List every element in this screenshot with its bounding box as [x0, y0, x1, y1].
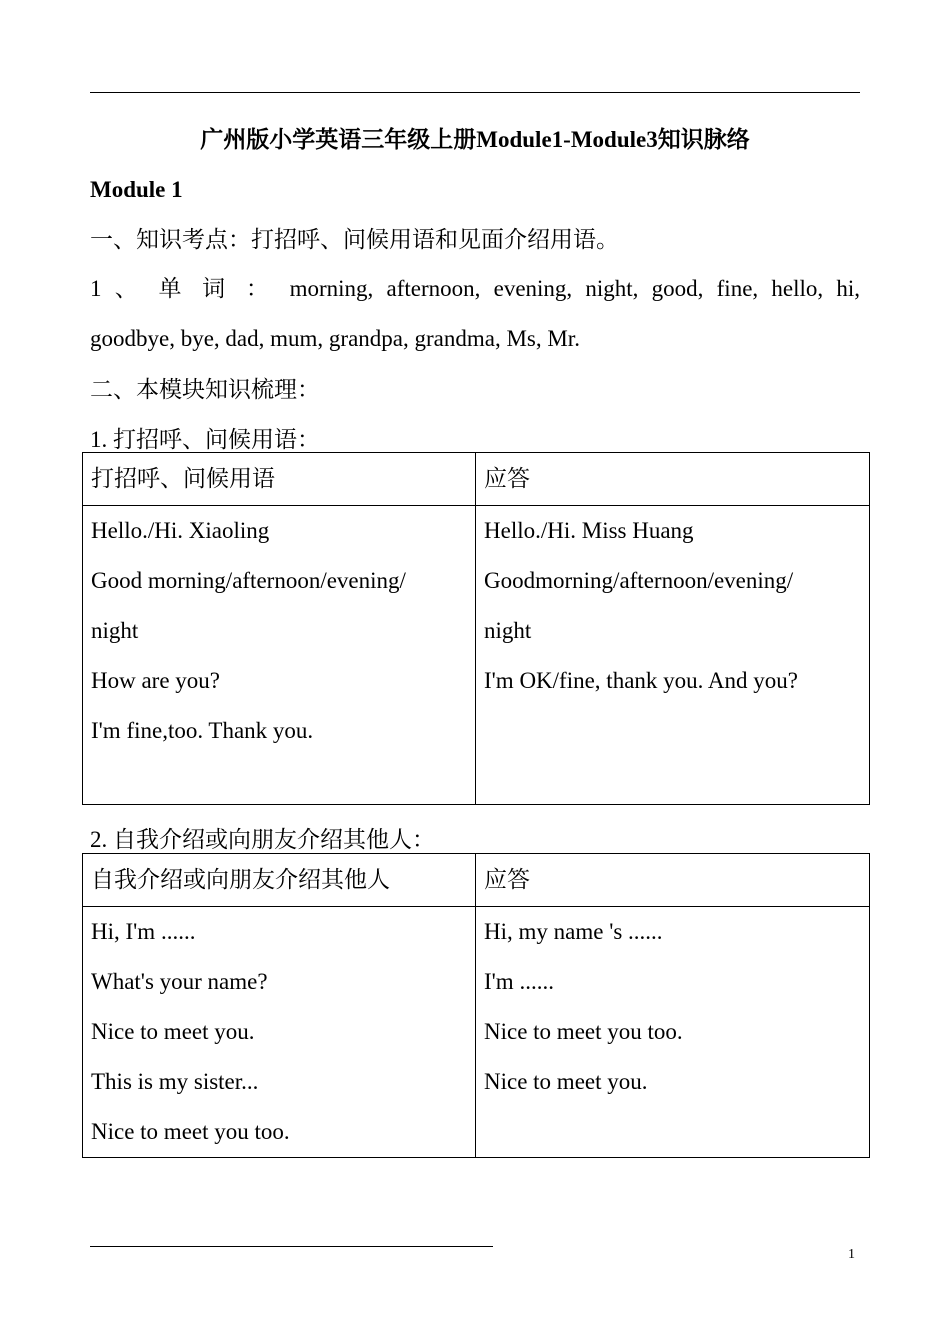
table-header-cell: 自我介绍或向朋友介绍其他人	[83, 854, 476, 907]
table-cell-right	[476, 907, 870, 1158]
table-row	[83, 907, 870, 1158]
header-rule	[90, 92, 860, 93]
footer-rule	[90, 1246, 493, 1247]
table-line: Good morning/afternoon/evening/	[91, 568, 406, 593]
table-line: Nice to meet you.	[484, 1069, 648, 1094]
table-line: Hi, I'm ......	[91, 919, 196, 944]
table-header-cell: 应答	[476, 453, 870, 506]
table-line: Nice to meet you.	[91, 1019, 255, 1044]
document-title: 广州版小学英语三年级上册Module1-Module3知识脉络	[200, 127, 750, 152]
introductions-table	[82, 853, 870, 1158]
table-line: I'm OK/fine, thank you. And you?	[484, 668, 798, 693]
table-line: Hello./Hi. Xiaoling	[91, 518, 270, 543]
table-line: I'm fine,too. Thank you.	[91, 718, 314, 743]
table-line: Nice to meet you too.	[484, 1019, 683, 1044]
module-heading: Module 1	[90, 177, 183, 202]
table-line: Nice to meet you too.	[91, 1119, 290, 1144]
greetings-table	[82, 452, 870, 805]
table-row	[83, 506, 870, 805]
table-line: This is my sister...	[91, 1069, 259, 1094]
table-header-row	[83, 854, 870, 907]
table2-caption: 2. 自我介绍或向朋友介绍其他人：	[90, 827, 435, 852]
table-line: Hi, my name 's ......	[484, 919, 663, 944]
table1-caption: 1. 打招呼、问候用语：	[90, 427, 320, 452]
words-line-2: goodbye, bye, dad, mum, grandpa, grandma, Ms, Mr.	[90, 326, 580, 351]
table-line: Hello./Hi. Miss Huang	[484, 518, 694, 543]
table-line: night	[91, 618, 139, 643]
table-line: Goodmorning/afternoon/evening/	[484, 568, 794, 593]
section2-heading: 二、本模块知识梳理：	[90, 377, 320, 402]
section1-heading: 一、知识考点：打招呼、问候用语和见面介绍用语。	[90, 227, 619, 252]
table-cell-left	[83, 907, 476, 1158]
page-number: 1	[848, 1247, 855, 1262]
table-line: What's your name?	[91, 969, 268, 994]
table-line: I'm ......	[484, 969, 554, 994]
table-header-row	[83, 453, 870, 506]
table-line: How are you?	[91, 668, 221, 693]
table-line: night	[484, 618, 532, 643]
table-header-cell: 打招呼、问候用语	[83, 453, 476, 506]
table-cell-right	[476, 506, 870, 805]
table-header-cell: 应答	[476, 854, 870, 907]
table-cell-left	[83, 506, 476, 805]
words-line-1: 1 、 单 词 ： morning, afternoon, evening, night, good, fine, hello, hi,	[90, 276, 860, 301]
